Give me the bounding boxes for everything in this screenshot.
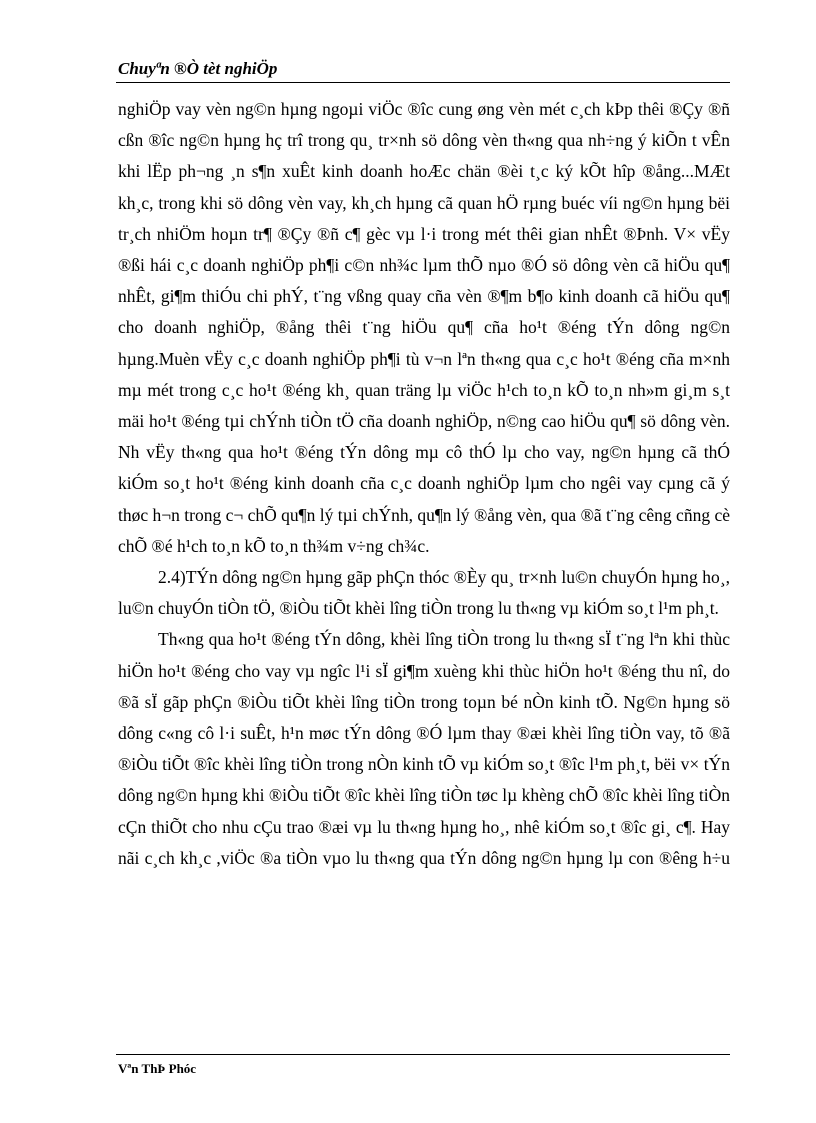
- page-footer-author: Vªn ThÞ Phóc: [118, 1061, 197, 1076]
- paragraph-section-2-4: 2.4)TÝn dông ng©n hµng gãp phÇn thóc ®Èy qu¸ tr×nh lu©n chuyÓn hµng ho¸, lu©n chuyÓn tiÒn tÖ, ®iÒu tiÕt khèi lîng tiÒn trong lu th«ng vµ kiÓm so¸t l¹m ph¸t.: [118, 567, 730, 619]
- paragraph-continuation: nghiÖp vay vèn ng©n hµng ngoµi viÖc ®îc cung øng vèn mét c¸ch kÞp thêi ®Çy ®ñ cßn ®îc ng©n hµng hç trî trong qu¸ tr×nh sö dông vèn th«ng qua nh÷ng ý kiÕn t vÊn khi lËp ph¬ng ¸n s¶n xuÊt kinh doanh hoÆc chän ®èi t¸c ký kÕt hîp ®ång...MÆt kh¸c, trong khi sö dông vèn vay, kh¸ch hµng cã quan hÖ rµng buéc víi ng©n hµng bëi tr¸ch nhiÖm hoµn tr¶ ®Çy ®ñ c¶ gèc vµ l·i trong mét thêi gian nhÊt ®Þnh. V× vËy ®ßi hái c¸c doanh nghiÖp ph¶i c©n nh¾c lµm thÕ nµo ®Ó sö dông vèn cã hiÖu qu¶ nhÊt, gi¶m thiÓu chi phÝ, t¨ng vßng quay cña vèn ®¶m b¶o kinh doanh cã hiÖu qu¶ cho doanh nghiÖp, ®ång thêi t¨ng hiÖu qu¶ cña ho¹t ®éng tÝn dông ng©n hµng.Muèn vËy c¸c doanh nghiÖp ph¶i tù v¬n lªn th«ng qua c¸c ho¹t ®éng cña m×nh mµ mét trong c¸c ho¹t ®éng kh¸ quan träng lµ viÖc h¹ch to¸n kÕ to¸n nh»m gi¸m s¸t mäi ho¹t ®éng tµi chÝnh tiÒn tÖ cña doanh nghiÖp, n©ng cao hiÖu qu¶ sö dông vèn. Nh vËy th«ng qua ho¹t ®éng tÝn dông mµ cô thÓ lµ cho vay, ng©n hµng cã thÓ kiÓm so¸t ho¹t ®éng kinh doanh cña c¸c doanh nghiÖp lµm cho ngêi vay cµng cã ý thøc h¬n trong c¬ chÕ qu¶n lý tµi chÝnh, qu¶n lý ®ång vèn, qua ®ã t¨ng cêng cñng cè chÕ ®é h¹ch to¸n kÕ to¸n th¾m v÷ng ch¾c.: [118, 99, 730, 556]
- paragraph-credit-circulation: Th«ng qua ho¹t ®éng tÝn dông, khèi lîng tiÒn trong lu th«ng sÏ t¨ng lªn khi thùc hiÖn ho¹t ®éng cho vay vµ ngîc l¹i sÏ gi¶m xuèng khi thùc hiÖn ho¹t ®éng thu nî, do ®ã sÏ gãp phÇn ®iÒu tiÕt khèi lîng tiÒn trong toµn bé nÒn kinh tÕ. Ng©n hµng sö dông c«ng cô l·i suÊt, h¹n møc tÝn dông ®Ó lµm thay ®æi khèi lîng tiÒn vay, tõ ®ã ®iÒu tiÕt ®îc khèi lîng tiÒn trong nÒn kinh tÕ vµ kiÓm so¸t ®îc l¹m ph¸t, bëi v× tÝn dông ng©n hµng khi ®iÒu tiÕt ®îc khèi lîng tiÒn tøc lµ khèng chÕ ®îc khèi lîng tiÒn cÇn thiÕt cho nhu cÇu trao ®æi vµ lu th«ng hµng ho¸, nhê kiÓm so¸t ®îc gi¸ c¶. Hay nãi c¸ch kh¸c ,viÖc ®a tiÒn vµo lu th«ng qua tÝn dông ng©n hµng lµ con ®êng h÷u: [118, 629, 730, 868]
- page-header-title: Chuyªn ®Ò tèt nghiÖp: [118, 59, 278, 78]
- document-body: [118, 94, 730, 874]
- header-divider: [116, 82, 730, 83]
- footer-divider: [116, 1054, 730, 1055]
